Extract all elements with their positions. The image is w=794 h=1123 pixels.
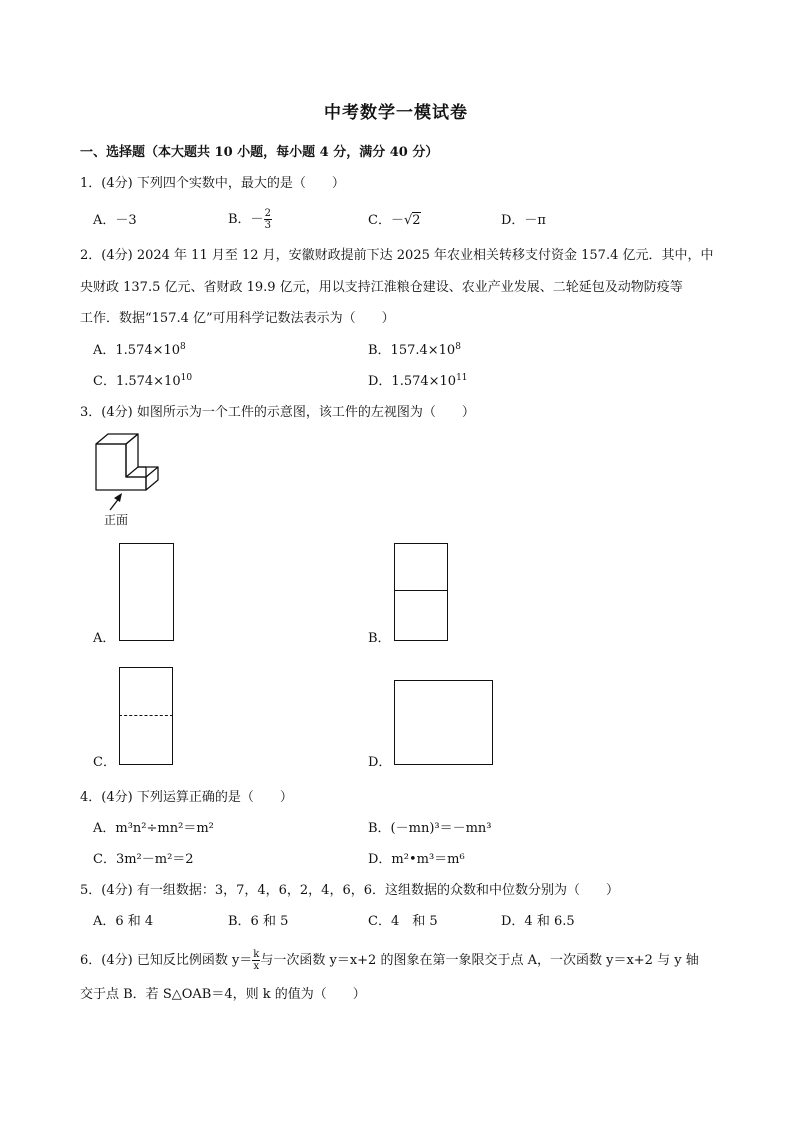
question-5-stem: 5．(4分) 有一组数据：3，7，4，6，2，4，6，6．这组数据的众数和中位数分别为（ ） <box>80 883 619 898</box>
fraction-denominator: x <box>253 961 260 972</box>
q2-option-b[interactable] <box>368 342 461 360</box>
question-2-line-2: 央财政 137.5 亿元、省财政 19.9 亿元，用以支持江淮粮仓建设、农业产业发展、二轮延包及动物防疫等 <box>80 280 683 295</box>
option-d-view[interactable] <box>394 680 493 765</box>
q1-option-c[interactable] <box>368 212 421 230</box>
fraction-numerator: 2 <box>264 208 271 219</box>
q1-option-b-prefix: B．－ <box>228 212 264 227</box>
q5-option-a[interactable]: A．6 和 4 <box>93 914 154 929</box>
q4-option-a[interactable]: A．m³n²÷mn²＝m² <box>93 821 214 836</box>
q2-option-d-text: D．1.574×10 <box>368 374 457 389</box>
exponent: 8 <box>455 342 461 352</box>
q5-option-c[interactable]: C．4 和 5 <box>368 914 438 929</box>
sqrt-symbol: √ <box>403 213 413 228</box>
question-1-stem: 1．(4分) 下列四个实数中，最大的是（ ） <box>80 176 345 191</box>
q2-option-c-text: C．1.574×10 <box>93 374 181 389</box>
question-2-line-1: 2．(4分) 2024 年 11 月至 12 月，安徽财政提前下达 2025 年农业相关转移支付资金 157.4 亿元．其中，中 <box>80 248 714 263</box>
q1-option-d[interactable]: D．－π <box>501 213 546 228</box>
exponent: 10 <box>180 373 193 383</box>
q1-option-a[interactable]: A．－3 <box>93 213 137 228</box>
q4-option-c[interactable]: C．3m²－m²＝2 <box>93 852 194 867</box>
exponent: 11 <box>456 373 468 383</box>
q6-text-part-1: 6．(4分) 已知反比例函数 y＝ <box>80 953 253 968</box>
hidden-line <box>119 715 173 716</box>
q3-option-b-label[interactable]: B． <box>368 631 391 646</box>
q3-option-c-label[interactable]: C． <box>93 755 116 770</box>
question-2-line-3: 工作．数据“157.4 亿”可用科学记数法表示为（ ） <box>80 311 395 326</box>
q5-option-b[interactable]: B．6 和 5 <box>228 914 289 929</box>
question-4-stem: 4．(4分) 下列运算正确的是（ ） <box>80 790 293 805</box>
question-6-line-2: 交于点 B．若 S△OAB＝4，则 k 的值为（ ） <box>80 987 366 1002</box>
page-title: 中考数学一模试卷 <box>324 103 468 123</box>
q3-option-a-label[interactable]: A． <box>93 631 116 646</box>
exponent: 8 <box>180 342 186 352</box>
q1-option-c-prefix: C．－ <box>368 213 404 228</box>
radicand: 2 <box>412 213 421 228</box>
option-a-view[interactable] <box>119 543 174 641</box>
question-6-line-1 <box>80 944 699 978</box>
q2-option-c[interactable] <box>93 373 192 391</box>
q1-option-b[interactable] <box>228 203 272 237</box>
option-c-view[interactable] <box>119 667 173 765</box>
q6-text-part-2: 与一次函数 y＝x+2 的图象在第一象限交于点 A，一次函数 y＝x+2 与 y 轴 <box>260 953 699 968</box>
divider-line <box>394 590 448 591</box>
q2-option-d[interactable] <box>368 373 468 391</box>
fraction-numerator: k <box>253 949 260 960</box>
option-b-view[interactable] <box>394 543 448 641</box>
q2-option-b-text: B．157.4×10 <box>368 343 456 358</box>
q5-option-d[interactable]: D．4 和 6.5 <box>501 914 575 929</box>
question-3-stem: 3．(4分) 如图所示为一个工件的示意图，该工件的左视图为（ ） <box>80 405 475 420</box>
front-label: 正面 <box>104 513 129 527</box>
fraction-denominator: 3 <box>264 220 271 231</box>
q4-option-d[interactable]: D．m²•m³＝m⁶ <box>368 852 465 867</box>
q3-option-d-label[interactable]: D． <box>368 755 392 770</box>
section-heading: 一、选择题（本大题共 10 小题，每小题 4 分，满分 40 分） <box>80 145 439 160</box>
q2-option-a[interactable] <box>93 342 186 360</box>
fraction <box>264 208 272 231</box>
q2-option-a-text: A．1.574×10 <box>93 343 181 358</box>
q4-option-b[interactable]: B．(－mn)³＝－mn³ <box>368 821 492 836</box>
